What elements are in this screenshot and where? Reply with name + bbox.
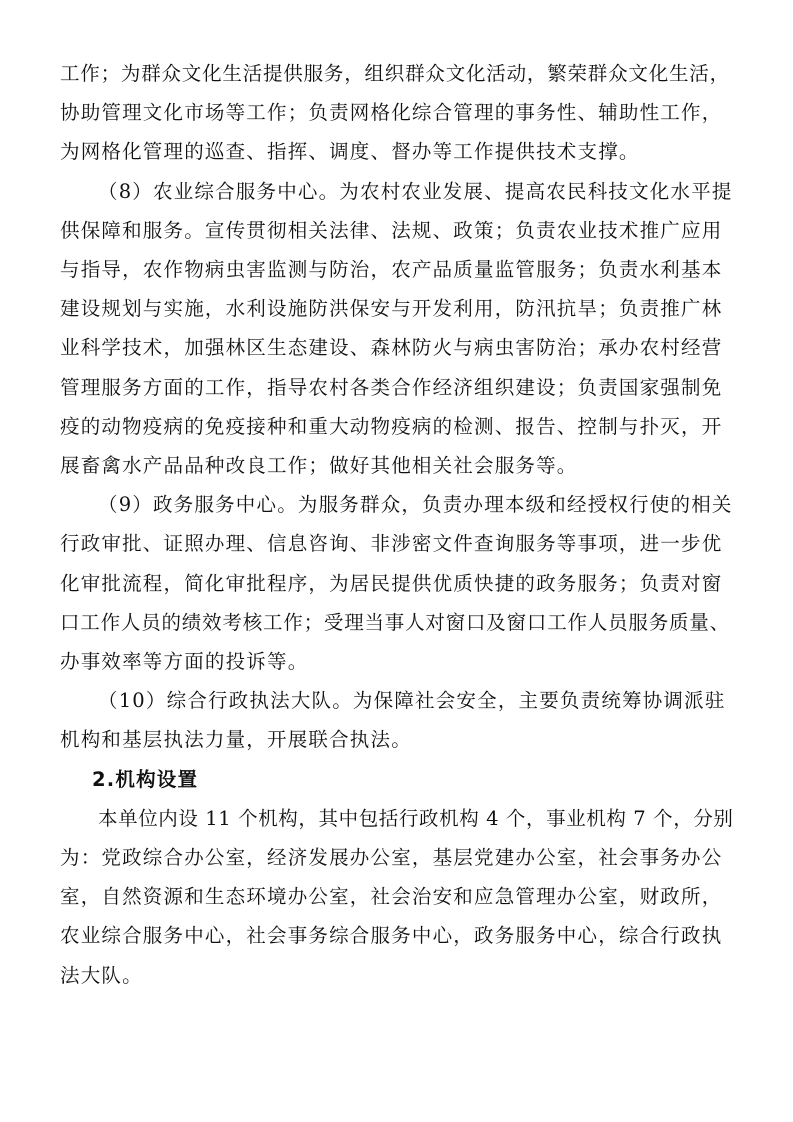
- text-line: 农业综合服务中心，社会事务综合服务中心，政务服务中心，综合行政执: [60, 924, 723, 947]
- section-heading: 2.机构设置: [92, 768, 199, 791]
- text-line: 展畜禽水产品品种改良工作；做好其他相关社会服务等。: [60, 454, 578, 477]
- text-line: 为：党政综合办公室，经济发展办公室，基层党建办公室，社会事务办公: [60, 846, 723, 869]
- text-line: 口工作人员的绩效考核工作；受理当事人对窗口及窗口工作人员服务质量、: [60, 611, 730, 634]
- paragraph-structure: 本单位内设 11 个机构，其中包括行政机构 4 个，事业机构 7 个，分别: [98, 807, 734, 830]
- text-line: 管理服务方面的工作，指导农村各类合作经济组织建设；负责国家强制免: [60, 376, 723, 399]
- text-line: 供保障和服务。宣传贯彻相关法律、法规、政策；负责农业技术推广应用: [60, 219, 723, 242]
- text-line: 机构和基层执法力量，开展联合执法。: [60, 728, 412, 751]
- paragraph-item-8: （8）农业综合服务中心。为农村农业发展、提高农民科技文化水平提: [98, 180, 733, 203]
- text-line: 行政审批、证照办理、信息咨询、非涉密文件查询服务等事项，进一步优: [60, 532, 723, 555]
- text-line: 室，自然资源和生态环境办公室，社会治安和应急管理办公室，财政所，: [60, 885, 723, 908]
- text-line: 建设规划与实施，水利设施防洪保安与开发利用，防汛抗旱；负责推广林: [60, 297, 723, 320]
- text-line: 协助管理文化市场等工作；负责网格化综合管理的事务性、辅助性工作，: [60, 101, 723, 124]
- text-line: 为网格化管理的巡查、指挥、调度、督办等工作提供技术支撑。: [60, 140, 640, 163]
- text-line: 办事效率等方面的投诉等。: [60, 650, 309, 673]
- text-line: 与指导，农作物病虫害监测与防治，农产品质量监管服务；负责水利基本: [60, 258, 723, 281]
- text-line: 化审批流程，简化审批程序，为居民提供优质快捷的政务服务；负责对窗: [60, 572, 723, 595]
- text-line: 疫的动物疫病的免疫接种和重大动物疫病的检测、报告、控制与扑灭，开: [60, 415, 723, 438]
- text-line: 法大队。: [60, 964, 143, 987]
- paragraph-item-9: （9）政务服务中心。为服务群众，负责办理本级和经授权行使的相关: [98, 493, 733, 516]
- paragraph-item-10: （10）综合行政执法大队。为保障社会安全，主要负责统筹协调派驻: [98, 689, 726, 712]
- text-line: 业科学技术，加强林区生态建设、森林防火与病虫害防治；承办农村经营: [60, 336, 723, 359]
- text-line: 工作；为群众文化生活提供服务，组织群众文化活动，繁荣群众文化生活，: [60, 62, 730, 85]
